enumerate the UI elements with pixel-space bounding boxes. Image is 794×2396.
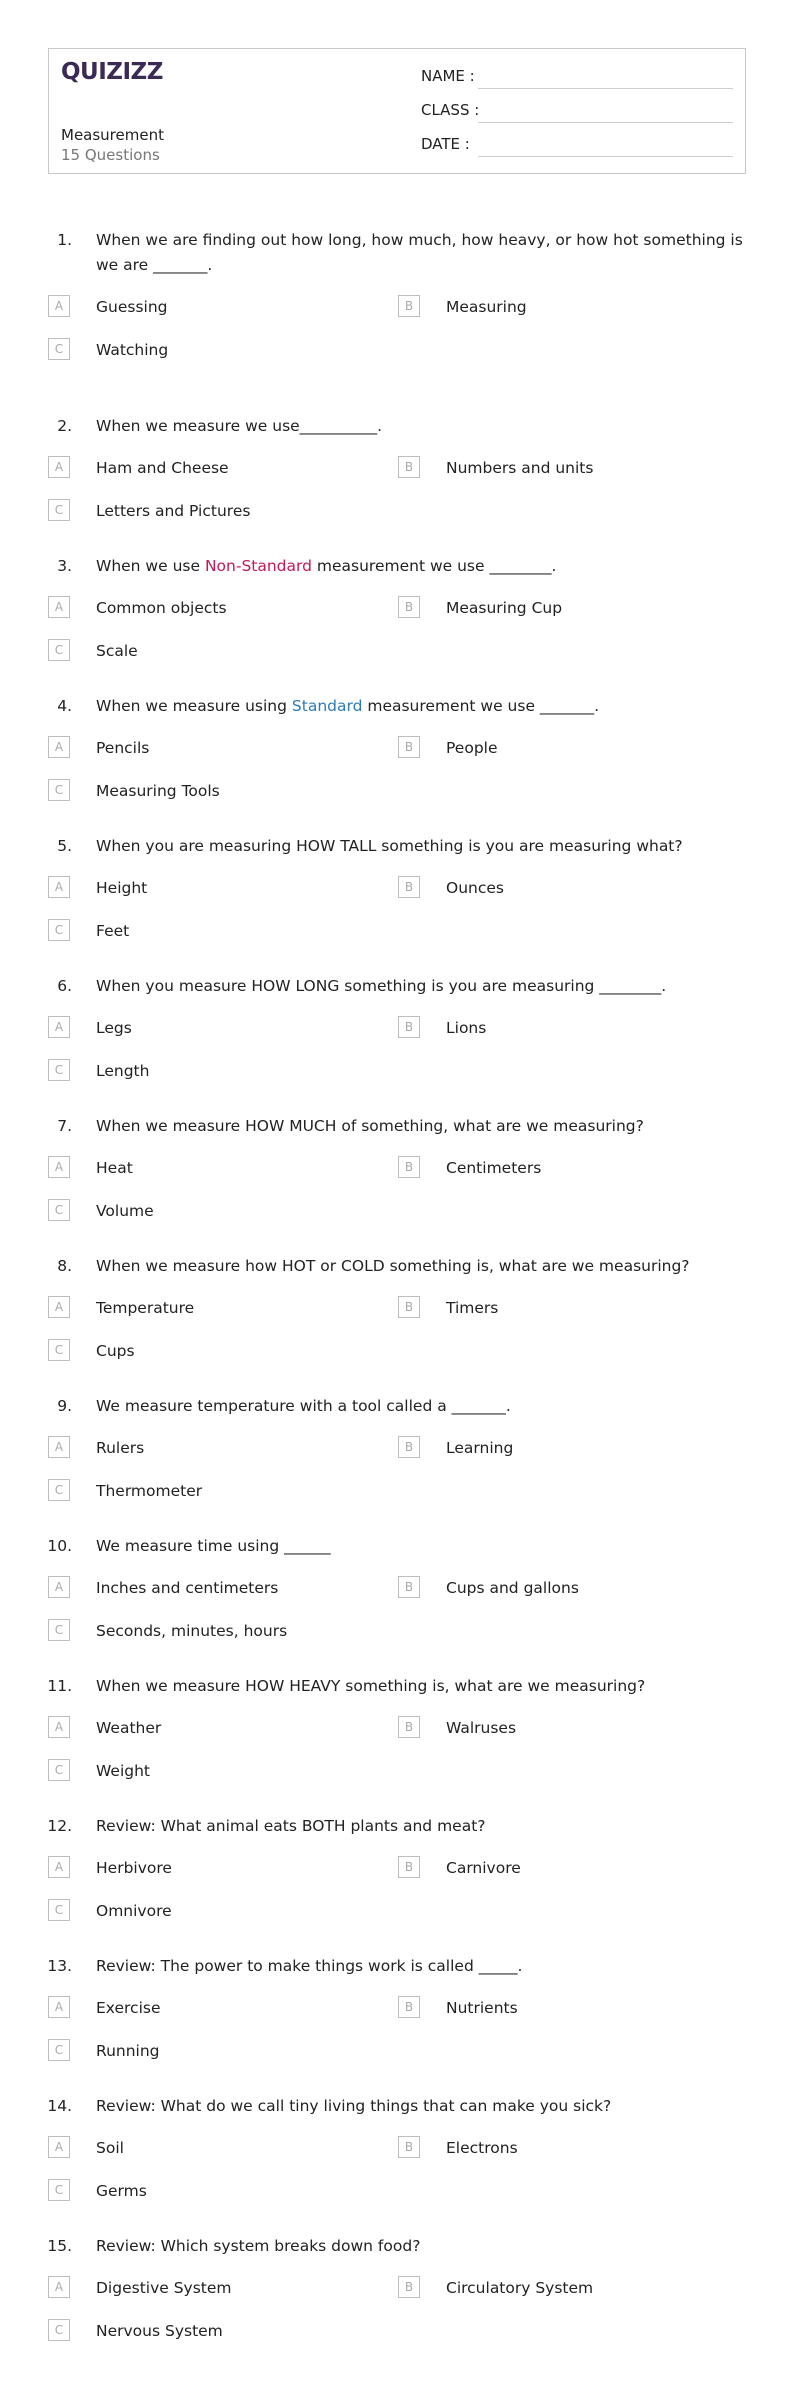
- question-item: [0, 228, 794, 380]
- question-item: [0, 1534, 794, 1661]
- option-letter-box: A: [48, 736, 70, 758]
- highlighted-term: Standard: [291, 697, 363, 715]
- answer-options: [0, 1435, 794, 1521]
- option-letter-box: C: [48, 338, 70, 360]
- option-letter-box: C: [48, 639, 70, 661]
- question-text-part: We measure time using ______: [96, 1537, 331, 1555]
- question-number: 14.: [47, 2097, 72, 2115]
- question-text-part: When we measure HOW HEAVY something is, what are we measuring?: [96, 1677, 646, 1695]
- option-text: Cups: [96, 1342, 135, 1360]
- question-item: [0, 2234, 794, 2361]
- answer-options: [0, 2275, 794, 2361]
- question-text: [0, 1534, 794, 1559]
- option-text: Running: [96, 2042, 160, 2060]
- answer-options: [0, 2135, 794, 2221]
- answer-options: [0, 1295, 794, 1381]
- question-text-part: measurement we use ________.: [311, 557, 557, 575]
- option-letter-box: A: [48, 1856, 70, 1878]
- question-text: [0, 694, 794, 719]
- option-letter-box: A: [48, 596, 70, 618]
- quizizz-logo: QUIZIZZ: [61, 59, 163, 85]
- question-text-part: When you are measuring HOW TALL something is you are measuring what?: [96, 837, 683, 855]
- question-text: [0, 1954, 794, 1979]
- option-text: Volume: [96, 1202, 154, 1220]
- question-item: [0, 554, 794, 681]
- option-letter-box: A: [48, 876, 70, 898]
- option-letter-box: B: [398, 1436, 420, 1458]
- date-line: [478, 156, 733, 157]
- option-letter-box: C: [48, 2039, 70, 2061]
- option-letter-box: B: [398, 2276, 420, 2298]
- worksheet-title: Measurement: [61, 126, 164, 144]
- option-text: Digestive System: [96, 2279, 232, 2297]
- class-label: CLASS :: [421, 101, 480, 119]
- question-number: 1.: [57, 231, 72, 249]
- answer-options: [0, 1855, 794, 1941]
- option-text: Lions: [446, 1019, 487, 1037]
- option-text: Measuring: [446, 298, 527, 316]
- option-letter-box: A: [48, 1716, 70, 1738]
- question-text-part: measurement we use _______.: [362, 697, 600, 715]
- option-text: Numbers and units: [446, 459, 594, 477]
- option-letter-box: B: [398, 1996, 420, 2018]
- question-text-part: Review: Which system breaks down food?: [96, 2237, 421, 2255]
- option-letter-box: B: [398, 1296, 420, 1318]
- option-text: Cups and gallons: [446, 1579, 579, 1597]
- option-letter-box: C: [48, 1899, 70, 1921]
- question-text: [0, 2234, 794, 2259]
- option-letter-box: B: [398, 2136, 420, 2158]
- option-text: Carnivore: [446, 1859, 521, 1877]
- question-number: 10.: [47, 1537, 72, 1555]
- option-letter-box: B: [398, 1016, 420, 1038]
- option-text: Height: [96, 879, 148, 897]
- question-text: [0, 554, 794, 579]
- question-text: [0, 228, 794, 278]
- option-text: Germs: [96, 2182, 147, 2200]
- question-number: 8.: [57, 1257, 72, 1275]
- option-text: Inches and centimeters: [96, 1579, 279, 1597]
- answer-options: [0, 1155, 794, 1241]
- option-letter-box: A: [48, 1016, 70, 1038]
- question-item: [0, 1254, 794, 1381]
- option-text: Legs: [96, 1019, 132, 1037]
- question-count: 15 Questions: [61, 146, 160, 164]
- option-letter-box: B: [398, 1856, 420, 1878]
- option-text: Length: [96, 1062, 150, 1080]
- option-text: Ham and Cheese: [96, 459, 229, 477]
- option-letter-box: B: [398, 295, 420, 317]
- question-text-part: When we measure using: [96, 697, 292, 715]
- option-letter-box: A: [48, 2136, 70, 2158]
- question-text-part: When we are finding out how long, how much, how heavy, or how hot something is we are _______.: [96, 231, 743, 274]
- option-text: Electrons: [446, 2139, 518, 2157]
- question-item: [0, 414, 794, 541]
- question-text: [0, 1254, 794, 1279]
- question-text: [0, 414, 794, 439]
- answer-options: [0, 1575, 794, 1661]
- option-letter-box: B: [398, 1156, 420, 1178]
- question-item: [0, 1114, 794, 1241]
- answer-options: [0, 735, 794, 821]
- question-number: 13.: [47, 1957, 72, 1975]
- question-item: [0, 1814, 794, 1941]
- option-text: Walruses: [446, 1719, 517, 1737]
- question-number: 2.: [57, 417, 72, 435]
- option-text: Herbivore: [96, 1859, 172, 1877]
- option-letter-box: A: [48, 2276, 70, 2298]
- option-text: Learning: [446, 1439, 514, 1457]
- question-text: [0, 2094, 794, 2119]
- option-letter-box: A: [48, 1156, 70, 1178]
- class-line: [478, 122, 733, 123]
- option-text: Nutrients: [446, 1999, 518, 2017]
- option-letter-box: C: [48, 1339, 70, 1361]
- option-letter-box: B: [398, 736, 420, 758]
- question-text: [0, 1114, 794, 1139]
- option-text: Pencils: [96, 739, 150, 757]
- question-text-part: Review: What do we call tiny living things that can make you sick?: [96, 2097, 612, 2115]
- option-text: People: [446, 739, 498, 757]
- option-text: Exercise: [96, 1999, 161, 2017]
- option-text: Weather: [96, 1719, 162, 1737]
- option-text: Ounces: [446, 879, 504, 897]
- question-number: 3.: [57, 557, 72, 575]
- highlighted-term: Non-Standard: [204, 557, 312, 575]
- question-text-part: When you measure HOW LONG something is you are measuring ________.: [96, 977, 667, 995]
- question-text: [0, 1674, 794, 1699]
- option-text: Weight: [96, 1762, 151, 1780]
- option-letter-box: C: [48, 1479, 70, 1501]
- option-letter-box: A: [48, 1436, 70, 1458]
- question-text-part: When we measure we use__________.: [96, 417, 383, 435]
- answer-options: [0, 455, 794, 541]
- option-letter-box: B: [398, 456, 420, 478]
- question-text-part: Review: The power to make things work is called _____.: [96, 1957, 523, 1975]
- option-text: Rulers: [96, 1439, 145, 1457]
- name-line: [478, 88, 733, 89]
- option-letter-box: B: [398, 1716, 420, 1738]
- option-letter-box: B: [398, 596, 420, 618]
- option-letter-box: C: [48, 1619, 70, 1641]
- question-text-part: When we measure HOW MUCH of something, what are we measuring?: [96, 1117, 644, 1135]
- question-item: [0, 1674, 794, 1801]
- question-text: [0, 1394, 794, 1419]
- option-text: Seconds, minutes, hours: [96, 1622, 288, 1640]
- question-item: [0, 694, 794, 821]
- question-number: 11.: [47, 1677, 72, 1695]
- option-letter-box: C: [48, 1759, 70, 1781]
- answer-options: [0, 595, 794, 681]
- option-text: Feet: [96, 922, 130, 940]
- option-text: Watching: [96, 341, 169, 359]
- option-letter-box: B: [398, 876, 420, 898]
- worksheet-header: [48, 48, 746, 174]
- option-text: Timers: [446, 1299, 499, 1317]
- option-letter-box: C: [48, 779, 70, 801]
- option-text: Scale: [96, 642, 138, 660]
- option-text: Circulatory System: [446, 2279, 594, 2297]
- option-text: Letters and Pictures: [96, 502, 251, 520]
- option-text: Common objects: [96, 599, 227, 617]
- question-text-part: When we measure how HOT or COLD something is, what are we measuring?: [96, 1257, 690, 1275]
- option-text: Temperature: [96, 1299, 195, 1317]
- question-number: 5.: [57, 837, 72, 855]
- option-letter-box: A: [48, 1996, 70, 2018]
- question-number: 6.: [57, 977, 72, 995]
- question-text: [0, 1814, 794, 1839]
- option-letter-box: C: [48, 499, 70, 521]
- option-letter-box: B: [398, 1576, 420, 1598]
- name-field[interactable]: [421, 67, 733, 85]
- option-text: Thermometer: [96, 1482, 203, 1500]
- question-number: 4.: [57, 697, 72, 715]
- question-item: [0, 834, 794, 961]
- option-letter-box: A: [48, 1576, 70, 1598]
- answer-options: [0, 1715, 794, 1801]
- option-letter-box: C: [48, 2319, 70, 2341]
- option-letter-box: A: [48, 456, 70, 478]
- question-item: [0, 974, 794, 1101]
- option-text: Heat: [96, 1159, 133, 1177]
- question-number: 7.: [57, 1117, 72, 1135]
- question-item: [0, 2094, 794, 2221]
- question-number: 9.: [57, 1397, 72, 1415]
- question-text: [0, 834, 794, 859]
- question-item: [0, 1954, 794, 2081]
- option-letter-box: A: [48, 295, 70, 317]
- name-label: NAME :: [421, 67, 475, 85]
- option-letter-box: C: [48, 2179, 70, 2201]
- answer-options: [0, 1015, 794, 1101]
- answer-options: [0, 1995, 794, 2081]
- question-text-part: Review: What animal eats BOTH plants and meat?: [96, 1817, 486, 1835]
- option-text: Nervous System: [96, 2322, 223, 2340]
- option-text: Soil: [96, 2139, 124, 2157]
- option-letter-box: C: [48, 1059, 70, 1081]
- date-field[interactable]: [421, 135, 733, 153]
- question-number: 15.: [47, 2237, 72, 2255]
- option-letter-box: C: [48, 919, 70, 941]
- question-number: 12.: [47, 1817, 72, 1835]
- question-text: [0, 974, 794, 999]
- question-text-part: When we use: [96, 557, 205, 575]
- answer-options: [0, 294, 794, 380]
- option-text: Guessing: [96, 298, 168, 316]
- option-text: Measuring Tools: [96, 782, 220, 800]
- class-field[interactable]: [421, 101, 733, 119]
- question-item: [0, 1394, 794, 1521]
- option-text: Omnivore: [96, 1902, 172, 1920]
- option-letter-box: C: [48, 1199, 70, 1221]
- option-text: Centimeters: [446, 1159, 542, 1177]
- option-letter-box: A: [48, 1296, 70, 1318]
- option-text: Measuring Cup: [446, 599, 563, 617]
- question-text-part: We measure temperature with a tool called a _______.: [96, 1397, 511, 1415]
- date-label: DATE :: [421, 135, 470, 153]
- answer-options: [0, 875, 794, 961]
